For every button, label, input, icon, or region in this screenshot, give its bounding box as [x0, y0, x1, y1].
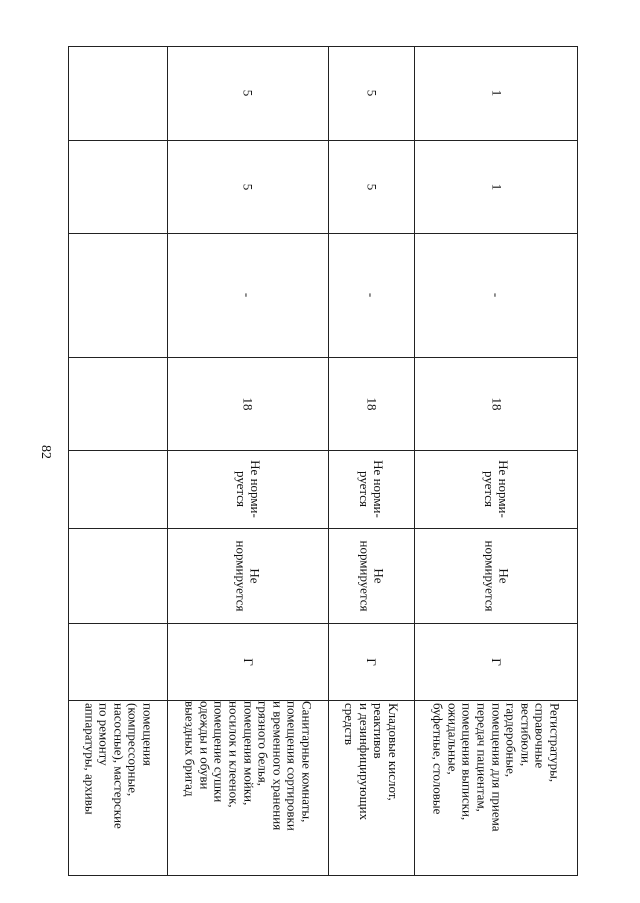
value-text: 1 — [489, 183, 504, 190]
group-cell — [328, 623, 414, 700]
value-cell — [328, 528, 414, 623]
group-value: Г — [240, 657, 256, 666]
value-text: 5 — [364, 89, 379, 97]
value-cell — [414, 450, 578, 528]
group-cell — [414, 623, 578, 700]
value-text: 5 — [364, 183, 379, 190]
value-text: Не нормируется — [482, 540, 511, 611]
group-value: Г — [488, 657, 504, 666]
value-cell — [167, 140, 328, 233]
value-text: 18 — [364, 397, 379, 410]
value-text: Не норми- руется — [482, 460, 511, 518]
row-description-cell — [414, 700, 578, 876]
row-description: помещения (компрессорные, насосные), мастерские по ремонту аппаратуры, архивы — [81, 703, 155, 829]
value-text: 1 — [489, 89, 504, 97]
value-cell — [414, 233, 578, 357]
value-cell — [167, 357, 328, 450]
row-description-cell — [68, 700, 167, 876]
group-cell — [167, 623, 328, 700]
value-cell — [167, 233, 328, 357]
value-text: 5 — [240, 89, 256, 97]
value-text: Не нормируется — [357, 540, 386, 611]
value-cell — [328, 140, 414, 233]
value-cell — [167, 528, 328, 623]
value-text: - — [489, 292, 504, 298]
row-description-cell — [167, 700, 328, 876]
value-cell — [328, 46, 414, 140]
value-text: Не нормируется — [233, 540, 263, 611]
value-cell — [414, 528, 578, 623]
value-text: - — [364, 292, 379, 298]
row-description: Кладовые кислот, реактивов и дезинфицирующих средств — [342, 703, 402, 821]
value-text: 18 — [240, 397, 256, 410]
value-cell — [167, 450, 328, 528]
value-text: Не норми- руется — [357, 460, 386, 518]
value-cell — [414, 357, 578, 450]
value-text: 18 — [489, 397, 504, 410]
value-text: Не норми- руется — [233, 460, 263, 518]
row-description: Санитарные комнаты, помещения сортировки и временного хранения грязного белья, помещения мойки, носилок и клеенок, помещение сушки одежды и обуви выездных бригад — [182, 701, 315, 831]
value-cell — [328, 233, 414, 357]
row-description-cell — [328, 700, 414, 876]
value-cell — [414, 46, 578, 140]
value-text: 5 — [240, 183, 256, 190]
value-text: - — [240, 292, 256, 298]
value-cell — [167, 46, 328, 140]
value-cell — [328, 357, 414, 450]
value-cell — [328, 450, 414, 528]
page-number: 82 — [38, 445, 53, 459]
group-value: Г — [363, 657, 379, 666]
value-cell — [414, 140, 578, 233]
row-description: Регистратуры, справочные вестибюли, гардеробные, помещения для приема передач пациентам, помещения выписки, ожидальные, буфетные, столовые — [430, 703, 563, 832]
